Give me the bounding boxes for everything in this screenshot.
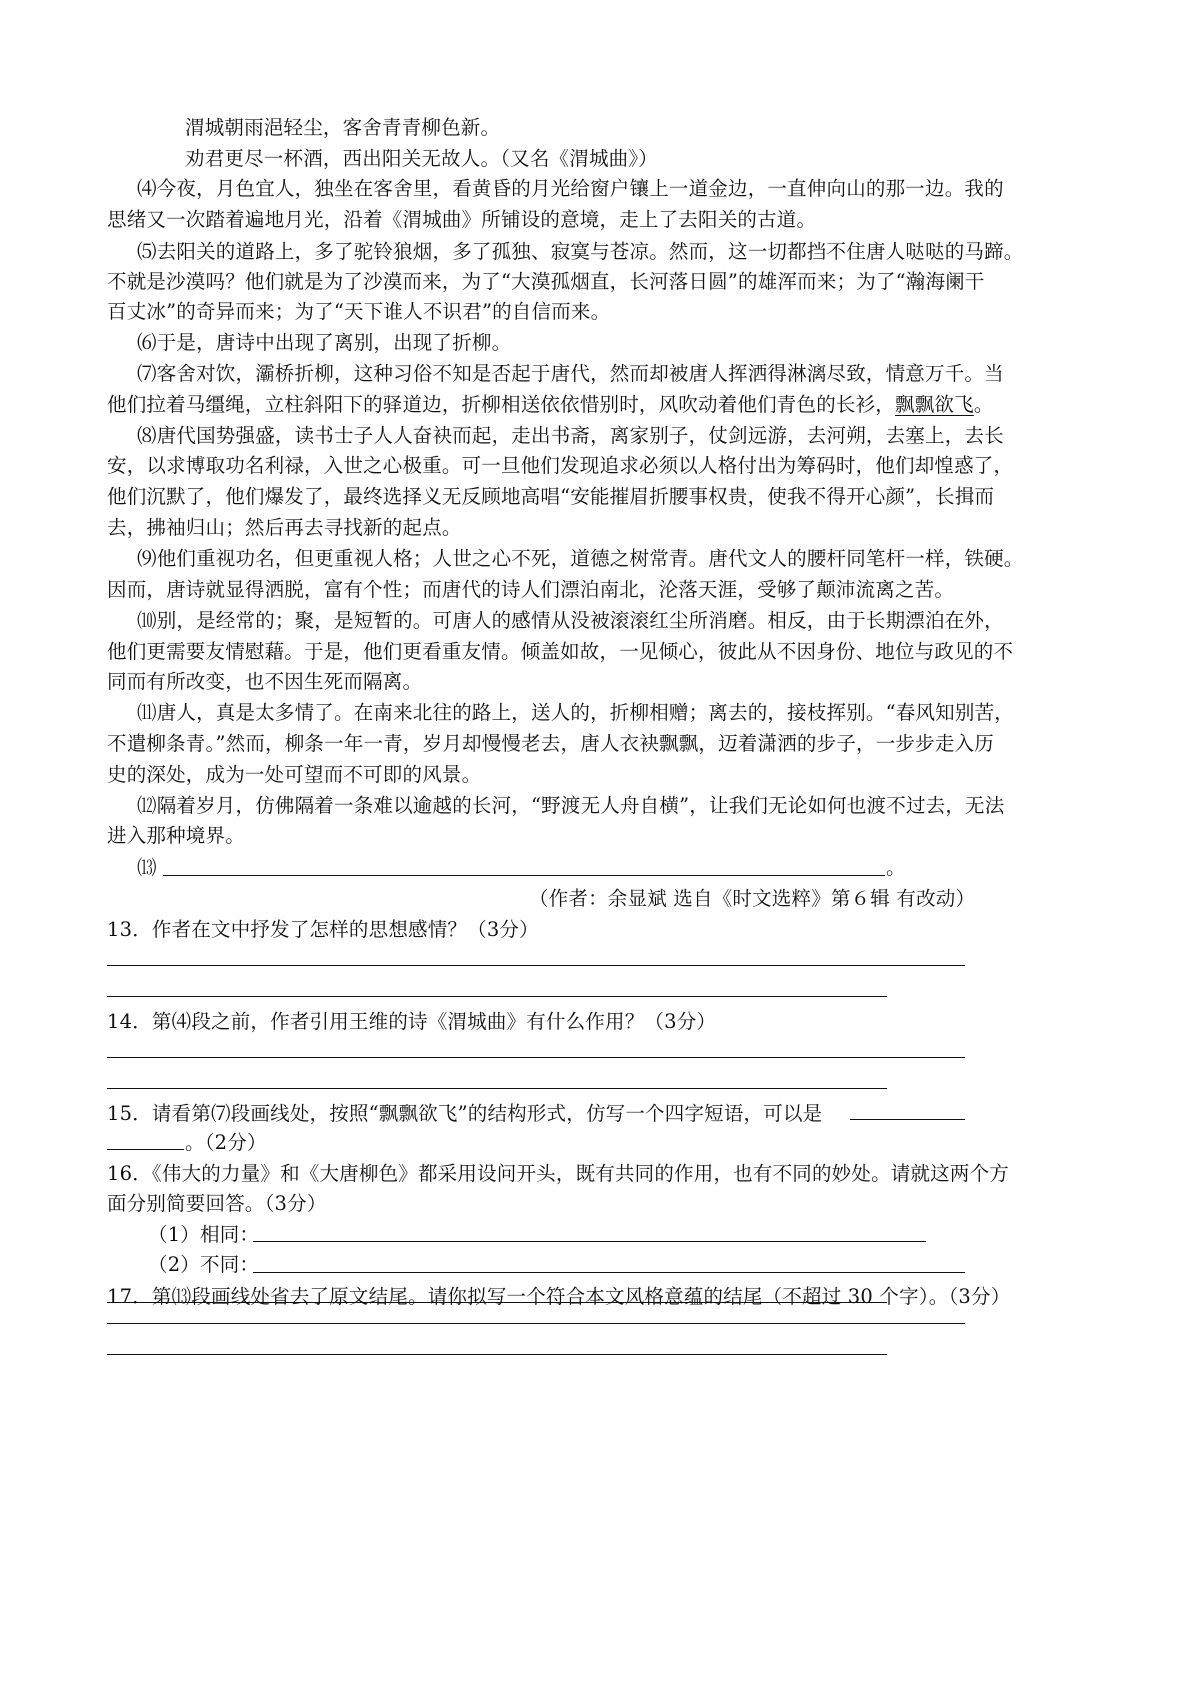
question-14-answer-line-2[interactable]: [107, 1088, 887, 1089]
question-15-score: 。（2分）: [185, 1131, 267, 1154]
paragraph-6: ⑹于是，唐诗中出现了离别，出现了折柳。: [137, 331, 512, 354]
paragraph-7-period: 。: [973, 393, 994, 416]
poem-line-1: 渭城朝雨浥轻尘，客舍青青柳色新。: [185, 116, 501, 139]
question-15-answer-blank-2[interactable]: [107, 1149, 184, 1150]
question-17-answer-line-2[interactable]: [107, 1354, 887, 1355]
underlined-phrase: 飘飘欲飞: [895, 393, 974, 416]
paragraph-11-line-3: 史的深处，成为一处可望而不可即的风景。: [107, 763, 482, 786]
paragraph-13-period: 。: [886, 856, 906, 879]
paragraph-10-line-3: 同而有所改变，也不因生死而隔离。: [107, 670, 423, 693]
source-citation: （作者：余显斌 选自《时文选粹》第６辑 有改动）: [529, 887, 976, 910]
question-16-part-2-label: （2）不同：: [148, 1253, 260, 1276]
question-13-answer-line-2[interactable]: [107, 996, 887, 997]
question-16-part-2-answer-line[interactable]: [253, 1272, 965, 1273]
paragraph-4-line-1: ⑷今夜，月色宜人，独坐在客舍里，看黄昏的月光给窗户镶上一道金边，一直伸向山的那一边。我的: [137, 177, 1004, 200]
poem-line-2: 劝君更尽一杯酒，西出阳关无故人。（又名《渭城曲》）: [185, 147, 659, 170]
paragraph-10-line-1: ⑽别，是经常的；聚，是短暂的。可唐人的感情从没被滚滚红尘所消磨。相反，由于长期漂泊在外，: [137, 609, 1004, 632]
paragraph-5-line-1: ⑸去阳关的道路上，多了驼铃狼烟，多了孤独、寂寞与苍凉。然而，这一切都挡不住唐人哒哒的马蹄。: [137, 240, 1024, 263]
paragraph-9-line-1: ⑼他们重视功名，但更重视人格；人世之心不死，道德之树常青。唐代文人的腰杆同笔杆一样，铁硬。: [137, 547, 1024, 570]
paragraph-7-line-1: ⑺客舍对饮，灞桥折柳，这种习俗不知是否起于唐代，然而却被唐人挥洒得淋漓尽致，情意万千。当: [137, 362, 1004, 385]
paragraph-5-line-2: 不就是沙漠吗？他们就是为了沙漠而来，为了“大漠孤烟直，长河落日圆”的雄浑而来；为了“瀚海阑干: [107, 270, 985, 293]
paragraph-12-line-1: ⑿隔着岁月，仿佛隔着一条难以逾越的长河，“野渡无人舟自横”，让我们无论如何也渡不过去，无法: [137, 794, 1005, 817]
question-16-line-1: 16．《伟大的力量》和《大唐柳色》都采用设问开头，既有共同的作用，也有不同的妙处。请就这两个方: [107, 1162, 1009, 1185]
question-13: 13．作者在文中抒发了怎样的思想感情？（3分）: [107, 918, 539, 941]
paragraph-10-line-2: 他们更需要友情慰藉。于是，他们更看重友情。倾盖如故，一见倾心，彼此从不因身份、地位与政见的不: [107, 640, 1014, 663]
question-14: 14．第⑷段之前，作者引用王维的诗《渭城曲》有什么作用？（3分）: [107, 1010, 717, 1033]
question-15-line-1: 15．请看第⑺段画线处，按照“飘飘欲飞”的结构形式，仿写一个四字短语，可以是: [107, 1102, 823, 1125]
paragraph-8-line-1: ⑻唐代国势强盛，读书士子人人奋袂而起，走出书斋，离家别子，仗剑远游，去河朔，去塞上，去长: [137, 424, 1004, 447]
paragraph-4-line-2: 思绪又一次踏着遍地月光，沿着《渭城曲》所铺设的意境，走上了去阳关的古道。: [107, 208, 817, 231]
question-14-answer-line-1[interactable]: [107, 1057, 965, 1058]
paragraph-5-line-3: 百丈冰”的奇异而来；为了“天下谁人不识君”的自信而来。: [107, 300, 611, 323]
question-16-part-1-label: （1）相同：: [148, 1223, 260, 1246]
paragraph-11-line-1: ⑾唐人，真是太多情了。在南来北往的路上，送人的，折柳相赠；离去的，接枝挥别。“春风知别苦，: [137, 701, 1014, 724]
question-17-answer-line-1[interactable]: [107, 1323, 965, 1324]
paragraph-13-number: ⒀: [137, 856, 157, 879]
paragraph-7-line-2-text: 他们拉着马缰绳，立柱斜阳下的驿道边，折柳相送依依惜别时，风吹动着他们青色的长衫，: [107, 393, 896, 416]
paragraph-11-line-2: 不遣柳条青。”然而，柳条一年一青，岁月却慢慢老去，唐人衣袂飘飘，迈着潇洒的步子，一步步走入历: [107, 732, 994, 755]
paragraph-9-line-2: 因而，唐诗就显得洒脱，富有个性；而唐代的诗人们漂泊南北，沦落天涯，受够了颠沛流离之苦。: [107, 578, 955, 601]
paragraph-13-answer-line[interactable]: [163, 875, 885, 876]
paragraph-7-line-2: [107, 389, 994, 417]
question-16-line-2: 面分别简要回答。（3分）: [107, 1192, 327, 1215]
question-13-answer-line-1[interactable]: [107, 965, 965, 966]
paragraph-8-line-4: 去，拂袖归山；然后再去寻找新的起点。: [107, 516, 462, 539]
question-16-part-1-answer-line[interactable]: [253, 1241, 926, 1242]
question-15-answer-blank-1[interactable]: [850, 1119, 965, 1120]
question-17: 17．第⒀段画线处省去了原文结尾。请你拟写一个符合本文风格意蕴的结尾（不超过 30 个字）。（3分）: [107, 1285, 1011, 1308]
paragraph-12-line-2: 进入那种境界。: [107, 824, 245, 847]
paragraph-8-line-3: 他们沉默了，他们爆发了，最终选择义无反顾地高唱“安能摧眉折腰事权贵，使我不得开心颜”，长揖而: [107, 485, 995, 508]
paragraph-8-line-2: 安，以求博取功名利禄，入世之心极重。可一旦他们发现追求必须以人格付出为筹码时，他们却惶惑了，: [107, 454, 1014, 477]
